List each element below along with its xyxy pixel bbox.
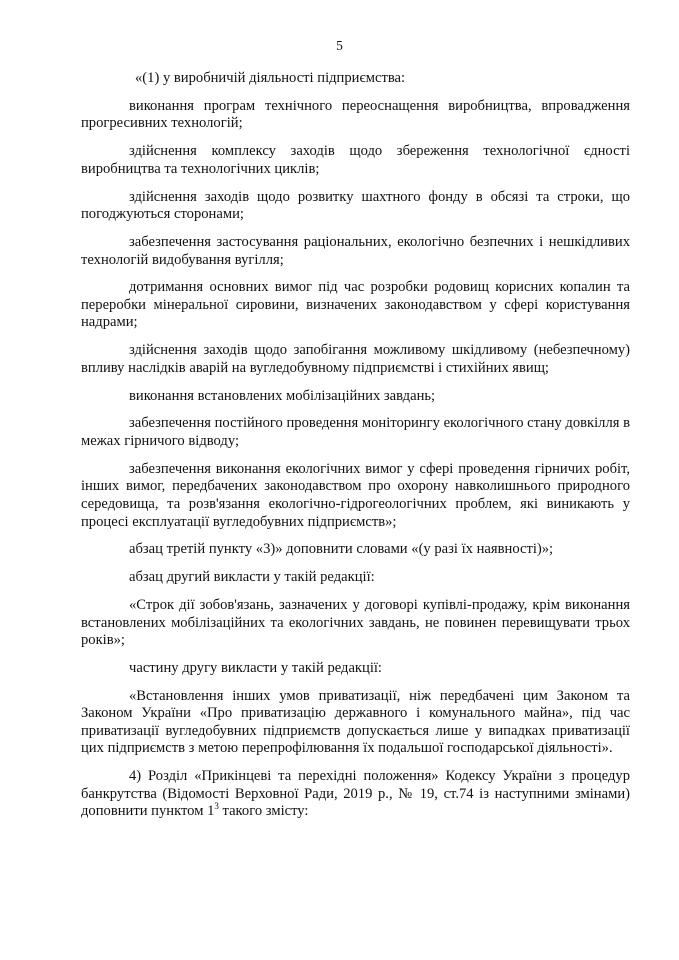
- paragraph-part-two-edit: частину другу викласти у такій редакції:: [129, 659, 382, 676]
- paragraph-environmental-monitoring: забезпечення постійного проведення моніторингу екологічного стану довкілля в межах гірничого відводу;: [81, 415, 630, 449]
- paragraph-technical-reequipment: виконання програм технічного переоснащення виробництва, впровадження прогресивних технологій;: [81, 97, 630, 132]
- paragraph-accident-prevention: здійснення заходів щодо запобігання можливому шкідливому (небезпечному) впливу наслідків аварій на вугледобувному підприємстві і стихійних явищ;: [81, 342, 630, 376]
- paragraph-obligations-term: «Строк дії зобов'язань, зазначених у договорі купівлі-продажу, крім виконання встановлених мобілізаційних та екологічних завдань, не повинен перевищувати трьох років»;: [81, 596, 630, 649]
- paragraph-environmental-requirements: забезпечення виконання екологічних вимог у сфері проведення гірничих робіт, інших вимог, передбачених законодавством про охорону навколишнього природного середовища, та розв'язання екологічно-гідрогеологічних проблем, які виникають у процесі експлуатації вугледобувних підприємств»;: [81, 460, 630, 530]
- point-superscript: 3: [214, 801, 219, 812]
- paragraph-point-3-amendment: абзац третій пункту «3)» доповнити словами «(у разі їх наявності)»;: [129, 541, 554, 558]
- paragraph-mine-fund-development: здійснення заходів щодо розвитку шахтного фонду в обсязі та строки, що погоджуються сторонами;: [81, 188, 630, 223]
- document-body: [81, 70, 630, 831]
- paragraph-technological-unity: здійснення комплексу заходів щодо збереження технологічної єдності виробництва та технологічних циклів;: [81, 143, 630, 177]
- paragraph-rational-technologies: забезпечення застосування раціональних, екологічно безпечних і нешкідливих технологій видобування вугілля;: [81, 233, 630, 268]
- page-number: 5: [336, 38, 343, 53]
- paragraph-privatization-conditions: «Встановлення інших умов приватизації, ніж передбачені цим Законом та Законом України «Про приватизацію державного і комунального майна», під час приватизації вугледобувних підприємств допускається лише у випадках приватизації цих підприємств з метою перепрофілювання їх подальшої господарської діяльності».: [81, 687, 630, 757]
- paragraph-mineral-deposits: дотримання основних вимог під час розробки родовищ корисних копалин та переробки мінеральної сировини, визначених законодавством у сфері користування надрами;: [81, 279, 630, 331]
- bankruptcy-code-tail: такого змісту:: [218, 803, 309, 820]
- paragraph-production-activity-heading: «(1) у виробничій діяльності підприємства:: [135, 70, 406, 86]
- paragraph-bankruptcy-code: [81, 768, 630, 821]
- paragraph-second-subparagraph-edit: абзац другий викласти у такій редакції:: [129, 569, 375, 586]
- bankruptcy-code-text: 4) Розділ «Прикінцеві та перехідні положення» Кодексу України з процедур банкрутства (Відомості Верховної Ради, 2019 р., № 19, ст.74 із наступними змінами) доповнити пунктом 1: [81, 768, 630, 820]
- paragraph-mobilization-tasks: виконання встановлених мобілізаційних завдань;: [129, 387, 436, 404]
